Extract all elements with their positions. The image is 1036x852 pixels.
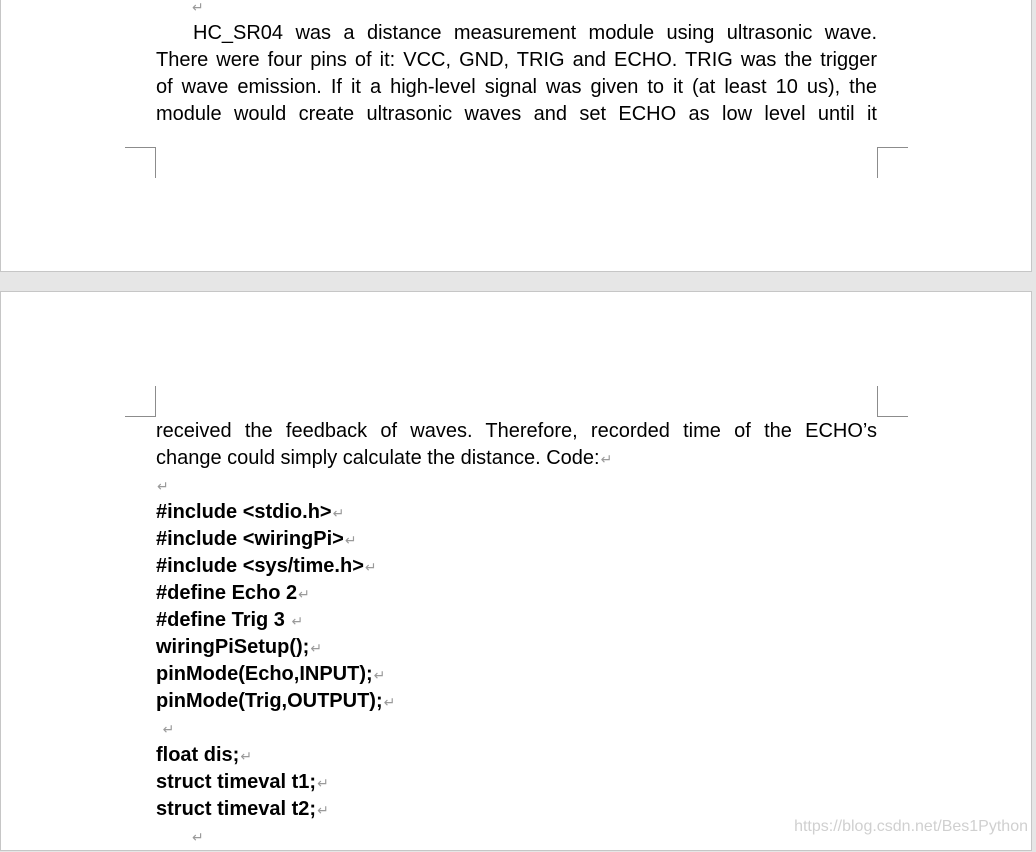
code-line: #define Trig 3 ↵	[156, 609, 304, 631]
paragraph-line: module would create ultrasonic waves and set ECHO as low level until it	[156, 103, 877, 125]
code-line: #include <wiringPi>↵	[156, 528, 357, 550]
code-line: #include <stdio.h>↵	[156, 501, 345, 523]
paragraph-line: of wave emission. If it a high-level signal was given to it (at least 10 us), the	[156, 76, 877, 98]
paragraph-line: HC_SR04 was a distance measurement module using ultrasonic wave.	[193, 22, 877, 44]
code-line: #define Echo 2↵	[156, 582, 310, 604]
code-line	[156, 715, 395, 742]
paragraph-mark-icon: ↵	[157, 479, 169, 495]
code-line: struct timeval t2;↵	[156, 798, 329, 820]
paragraph-mark-icon: ↵	[373, 668, 386, 684]
margin-corner-marker	[125, 147, 156, 178]
margin-corner-marker	[877, 147, 908, 178]
paragraph-line: received the feedback of waves. Therefore, recorded time of the ECHO’s	[156, 420, 877, 442]
empty-paragraph	[156, 472, 169, 501]
code-line: pinMode(Echo,INPUT);↵	[156, 663, 386, 685]
paragraph-mark-icon: ↵	[332, 506, 345, 522]
paragraph-mark-icon: ↵	[240, 749, 253, 765]
code-line: wiringPiSetup();↵	[156, 636, 323, 658]
document-page-2	[0, 291, 1032, 851]
code-block[interactable]	[156, 499, 395, 823]
body-paragraph[interactable]	[156, 418, 877, 474]
code-line: pinMode(Trig,OUTPUT);↵	[156, 690, 396, 712]
empty-paragraph	[191, 823, 204, 852]
document-page-1	[0, 0, 1032, 272]
code-line: struct timeval t1;↵	[156, 771, 329, 793]
paragraph-mark-icon: ↵	[317, 803, 329, 819]
margin-corner-marker	[877, 386, 908, 417]
paragraph-mark-icon: ↵	[364, 560, 377, 576]
paragraph-mark-icon: ↵	[162, 722, 175, 738]
paragraph-mark-icon: ↵	[291, 614, 304, 630]
paragraph-mark-icon: ↵	[317, 776, 329, 792]
empty-paragraph	[191, 0, 204, 22]
paragraph-mark-icon: ↵	[192, 830, 204, 846]
paragraph-mark-icon: ↵	[310, 641, 323, 657]
watermark: https://blog.csdn.net/Bes1Python	[794, 818, 1028, 835]
paragraph-mark-icon: ↵	[298, 587, 310, 603]
paragraph-line-last: change could simply calculate the distance. Code:↵	[156, 447, 613, 469]
code-line: float dis;↵	[156, 744, 253, 766]
paragraph-mark-icon: ↵	[600, 452, 613, 468]
margin-corner-marker	[125, 386, 156, 417]
paragraph-mark-icon: ↵	[192, 0, 204, 16]
paragraph-mark-icon: ↵	[344, 533, 357, 549]
code-line: #include <sys/time.h>↵	[156, 555, 377, 577]
body-paragraph[interactable]	[156, 20, 877, 128]
paragraph-line: There were four pins of it: VCC, GND, TRIG and ECHO. TRIG was the trigger	[156, 49, 877, 71]
paragraph-mark-icon: ↵	[383, 695, 396, 711]
